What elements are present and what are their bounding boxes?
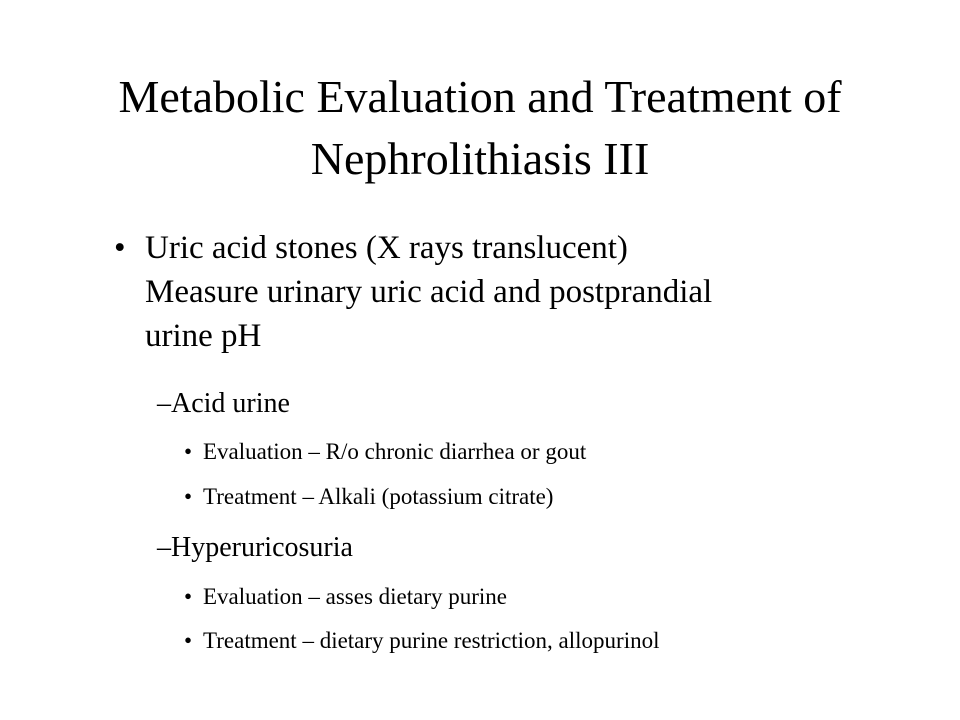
bullet-icon: • xyxy=(184,584,193,609)
main-point-line-3: urine pH xyxy=(145,318,262,354)
list-item xyxy=(184,482,553,512)
list-item-text: Evaluation – R/o chronic diarrhea or gout xyxy=(203,439,587,464)
list-item-text: Treatment – dietary purine restriction, allopurinol xyxy=(203,628,660,653)
sub-heading-acid-urine: –Acid urine xyxy=(157,388,290,419)
list-item xyxy=(184,582,507,612)
bullet-icon: • xyxy=(184,628,193,653)
bullet-icon: • xyxy=(184,484,193,509)
list-item-text: Treatment – Alkali (potassium citrate) xyxy=(203,484,554,509)
list-item-text: Evaluation – asses dietary purine xyxy=(203,584,508,609)
list-item xyxy=(184,626,660,656)
bullet-icon: • xyxy=(114,230,126,266)
list-item xyxy=(184,437,586,467)
main-point-line-2: Measure urinary uric acid and postprandial xyxy=(145,274,713,310)
title-line-1: Metabolic Evaluation and Treatment of xyxy=(118,71,842,122)
bullet-icon: • xyxy=(184,439,193,464)
main-point-line-1: Uric acid stones (X rays translucent) xyxy=(145,230,628,266)
main-bullet-point xyxy=(114,226,905,358)
title-line-2: Nephrolithiasis III xyxy=(310,133,650,184)
sub-heading-hyperuricosuria: –Hyperuricosuria xyxy=(157,532,353,563)
slide-title xyxy=(40,66,920,190)
